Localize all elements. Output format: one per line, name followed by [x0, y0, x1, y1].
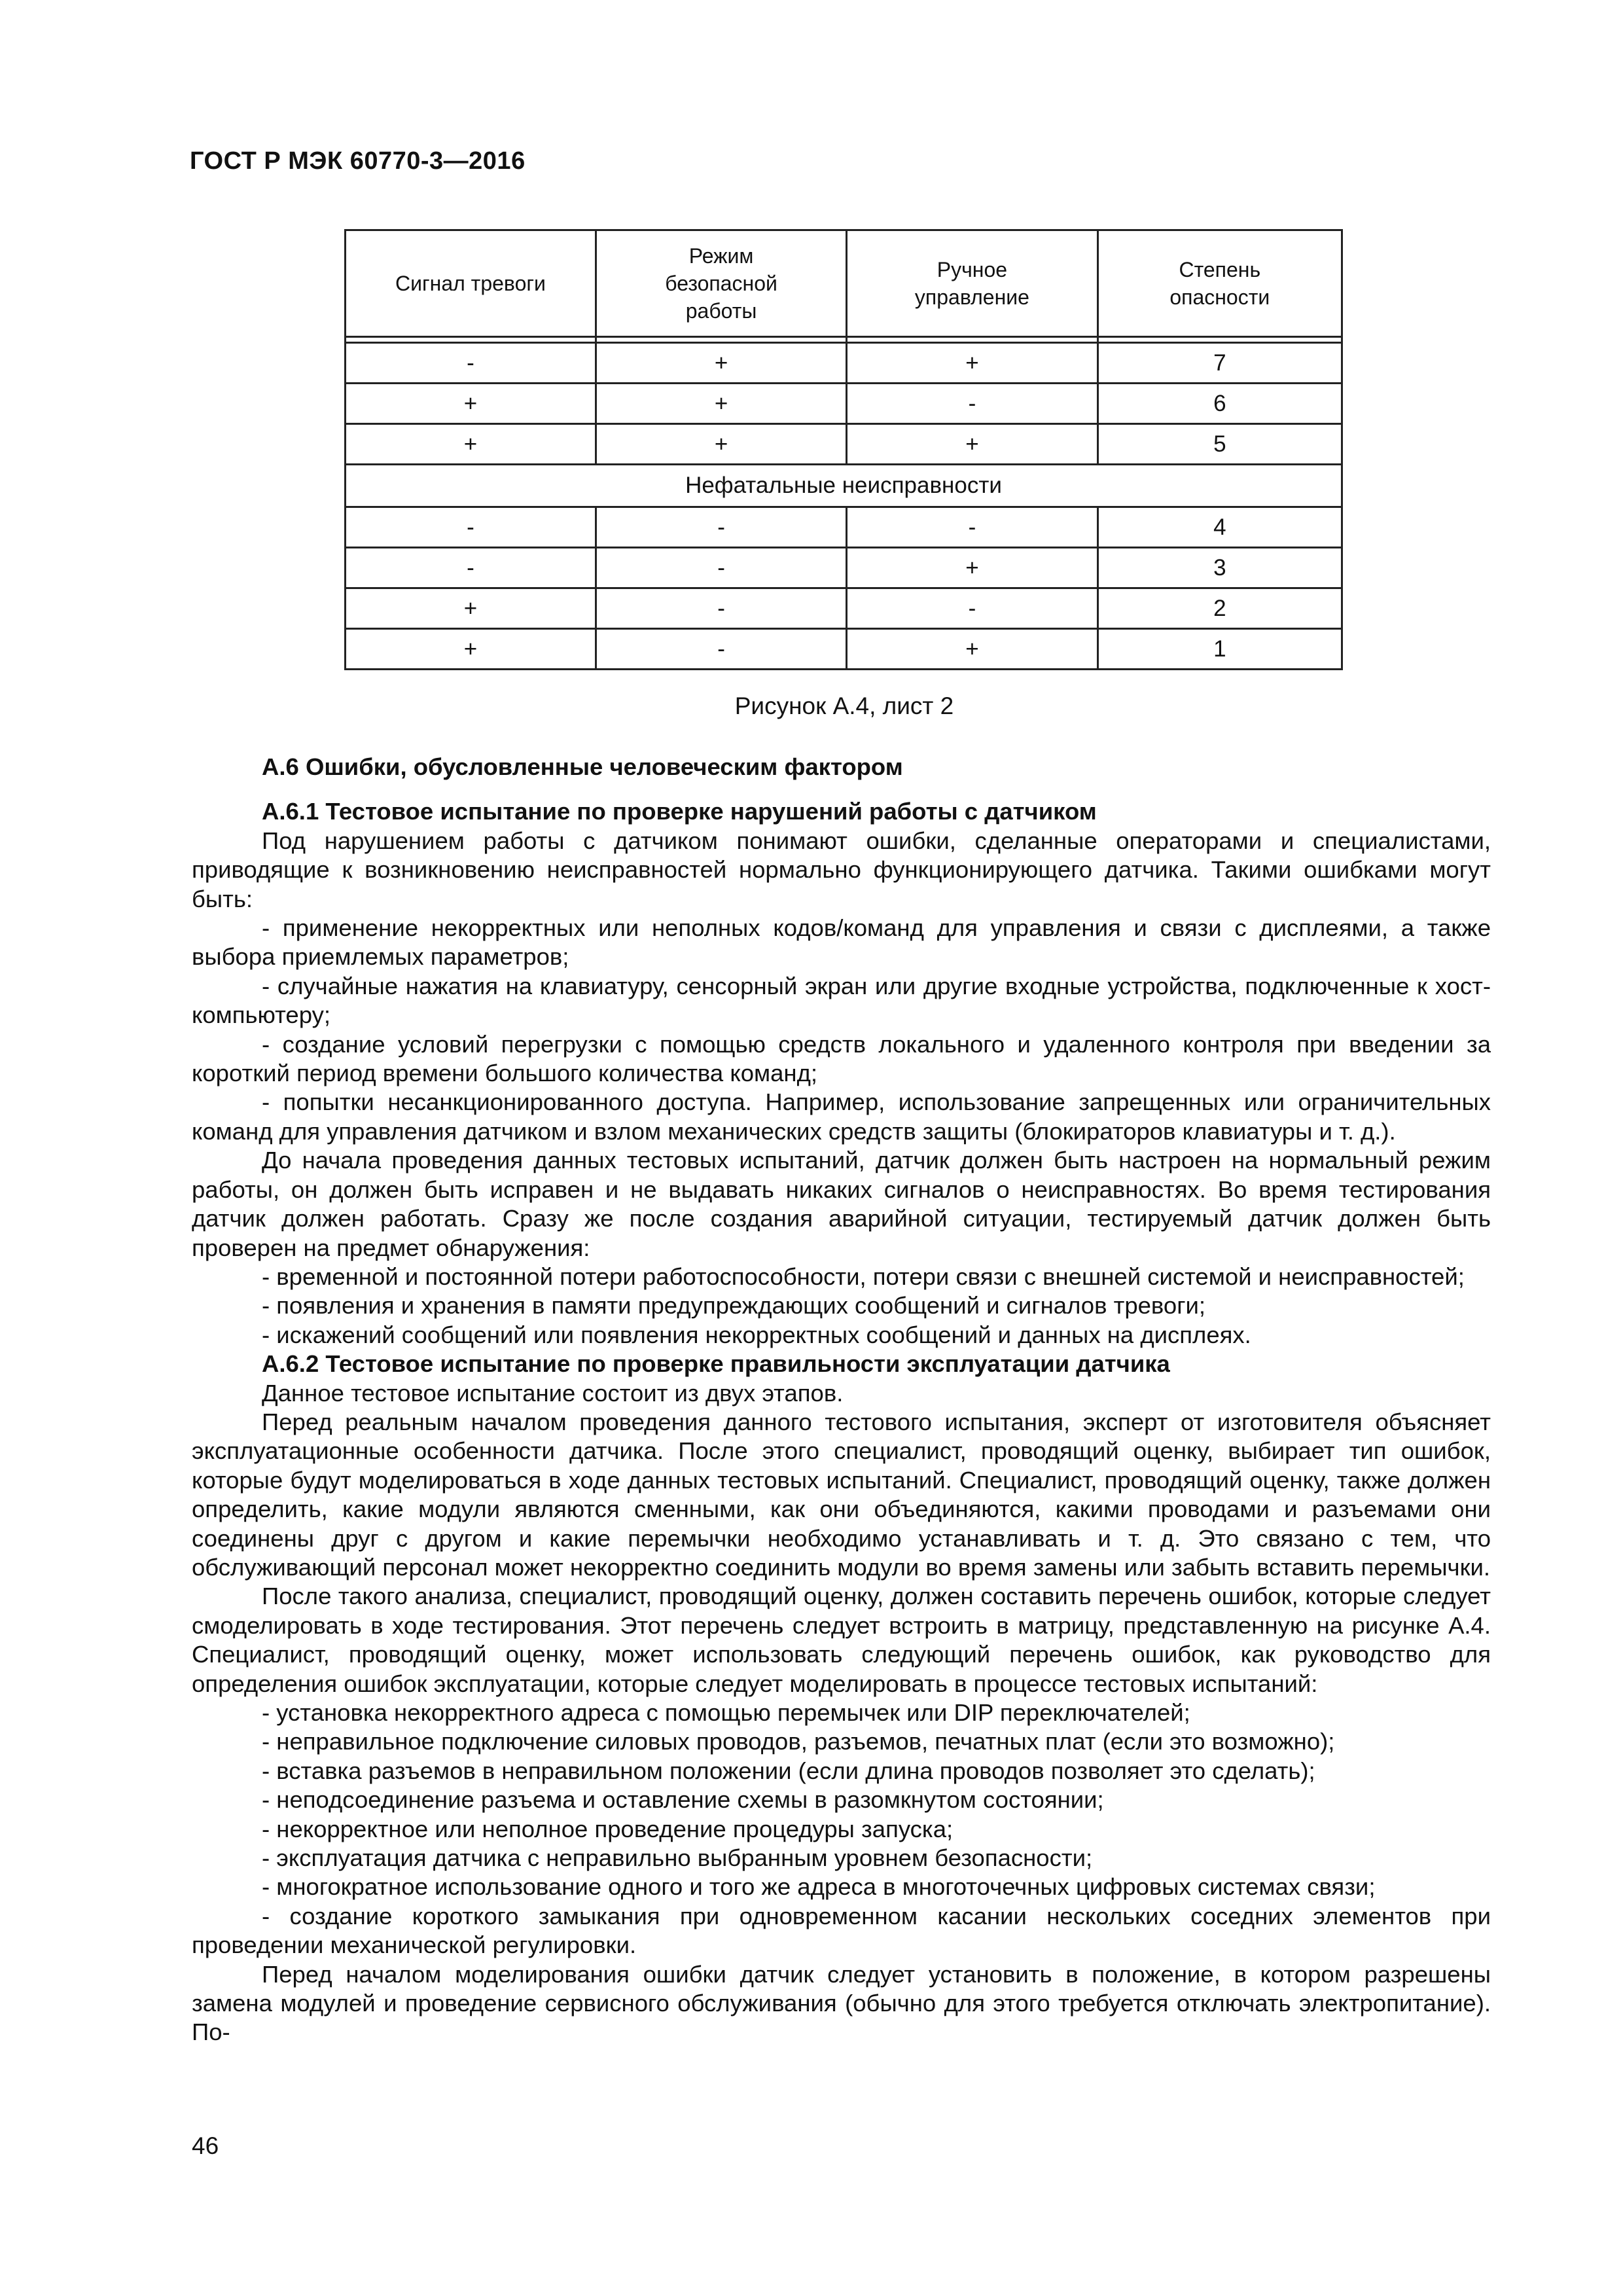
list-item: - вставка разъемов в неправильном положении (если длина проводов позволяет это сделать);	[262, 1757, 1315, 1784]
table-row	[346, 507, 1342, 548]
list-item: - создание условий перегрузки с помощью средств локального и удаленного контроля при введении за короткий период времени большого количества команд;	[192, 1030, 1491, 1087]
table-cell: +	[346, 629, 596, 670]
table-row	[346, 629, 1342, 670]
column-header-manual-control	[847, 230, 1097, 337]
table-cell: 2	[1097, 588, 1342, 629]
list-item: - эксплуатация датчика с неправильно выбранным уровнем безопасности;	[262, 1844, 1093, 1872]
paragraph: Перед реальным началом проведения данного тестового испытания, эксперт от изготовителя объясняет эксплуатационные особенности датчика. После этого специалист, проводящий оценку, выбирает тип ошибок, которые будут моделироваться в ходе данных тестовых испытаний. Специалист, проводящий оценку, также должен определить, какие модули являются сменными, как они объединяются, какими проводами и разъемами они соединены друг с другом и какие перемычки необходимо устанавливать и т. д. Это связано с тем, что обслуживающий персонал может некорректно соединить модули во время замены или забыть вставить перемычки.	[192, 1408, 1491, 1581]
column-header-danger-level-text: Степень опасности	[1169, 258, 1270, 309]
list-item: - появления и хранения в памяти предупреждающих сообщений и сигналов тревоги;	[262, 1292, 1206, 1319]
column-header-safe-mode	[596, 230, 846, 337]
table-cell: 3	[1097, 548, 1342, 588]
table-cell: -	[847, 507, 1097, 548]
paragraph: До начала проведения данных тестовых испытаний, датчик должен быть настроен на нормальный режим работы, он должен быть исправен и не выдавать никаких сигналов о неисправностях. Во время тестирования датчик должен работать. Сразу же после создания аварийной ситуации, тестируемый датчик должен быть проверен на предмет обнаружения:	[192, 1147, 1491, 1261]
table-cell: -	[596, 548, 846, 588]
section-heading-a62: А.6.2 Тестовое испытание по проверке правильности эксплуатации датчика	[262, 1350, 1170, 1378]
table-cell: +	[346, 384, 596, 424]
list-item: - попытки несанкционированного доступа. Например, использование запрещенных или ограничительных команд для управления датчиком и взлом механических средств защиты (блокираторов клавиатуры и т. д.).	[192, 1088, 1491, 1145]
table-cell: +	[847, 424, 1097, 465]
table-cell: +	[847, 548, 1097, 588]
list-item: - временной и постоянной потери работоспособности, потери связи с внешней системой и неисправностей;	[262, 1263, 1465, 1290]
list-item: - применение некорректных или неполных кодов/команд для управления и связи с дисплеями, а также выбора приемлемых параметров;	[192, 914, 1491, 971]
table-cell: -	[346, 548, 596, 588]
page-number: 46	[192, 2132, 219, 2159]
table-cell: +	[596, 384, 846, 424]
paragraph: Перед началом моделирования ошибки датчик следует установить в положение, в котором разрешены замена модулей и проведение сервисного обслуживания (обычно для этого требуется отключать электропитание). По-	[192, 1960, 1491, 2046]
table-cell: +	[847, 629, 1097, 670]
table-cell: 5	[1097, 424, 1342, 465]
figure-caption: Рисунок А.4, лист 2	[734, 692, 954, 719]
section-heading-a61: А.6.1 Тестовое испытание по проверке нарушений работы с датчиком	[262, 798, 1097, 825]
table-cell: +	[596, 343, 846, 384]
table-cell: +	[847, 343, 1097, 384]
header-separator	[346, 337, 1342, 343]
table-cell: 4	[1097, 507, 1342, 548]
list-item: - некорректное или неполное проведение процедуры запуска;	[262, 1815, 954, 1842]
table-cell: -	[346, 507, 596, 548]
document-number: ГОСТ Р МЭК 60770-3—2016	[190, 147, 526, 175]
column-header-danger-level	[1097, 230, 1342, 337]
list-item: - случайные нажатия на клавиатуру, сенсорный экран или другие входные устройства, подключенные к хост-компьютеру;	[192, 972, 1491, 1029]
table-cell: +	[596, 424, 846, 465]
list-item: - искажений сообщений или появления некорректных сообщений и данных на дисплеях.	[262, 1321, 1251, 1348]
table-group-row	[346, 465, 1342, 507]
table-cell: 7	[1097, 343, 1342, 384]
paragraph: После такого анализа, специалист, проводящий оценку, должен составить перечень ошибок, которые следует смоделировать в ходе тестирования. Этот перечень следует встроить в матрицу, представленную на рисунке А.4. Специалист, проводящий оценку, может использовать следующий перечень ошибок, как руководство для определения ошибок эксплуатации, которые следует моделировать в процессе тестовых испытаний:	[192, 1583, 1491, 1697]
figure-a4-table	[344, 229, 1343, 670]
table-row	[346, 548, 1342, 588]
table-header-row	[346, 230, 1342, 337]
table-row	[346, 424, 1342, 465]
paragraph: Данное тестовое испытание состоит из двух этапов.	[262, 1379, 844, 1407]
list-item: - неправильное подключение силовых проводов, разъемов, печатных плат (если это возможно);	[262, 1728, 1335, 1755]
table-cell: -	[596, 507, 846, 548]
column-header-safe-mode-text: Режим безопасной работы	[665, 244, 777, 323]
column-header-alarm: Сигнал тревоги	[346, 230, 596, 337]
table-cell: 1	[1097, 629, 1342, 670]
table-cell: -	[596, 588, 846, 629]
table-cell: -	[346, 343, 596, 384]
paragraph: Под нарушением работы с датчиком понимают ошибки, сделанные операторами и специалистами, приводящие к возникновению неисправностей нормально функционирующего датчика. Такими ошибками могут быть:	[192, 827, 1491, 912]
table-cell: +	[346, 588, 596, 629]
table-row	[346, 384, 1342, 424]
table-row	[346, 588, 1342, 629]
list-item: - неподсоединение разъема и оставление схемы в разомкнутом состоянии;	[262, 1786, 1104, 1814]
document-body	[192, 753, 1491, 2047]
table-row	[346, 343, 1342, 384]
list-item: - установка некорректного адреса с помощью перемычек или DIP переключателей;	[262, 1699, 1190, 1726]
table-cell: -	[847, 588, 1097, 629]
table-cell: +	[346, 424, 596, 465]
table-cell: -	[847, 384, 1097, 424]
table-cell: -	[596, 629, 846, 670]
table-cell: 6	[1097, 384, 1342, 424]
list-item: - создание короткого замыкания при одновременном касании нескольких соседних элементов при проведении механической регулировки.	[192, 1902, 1491, 1959]
column-header-manual-control-text: Ручное управление	[914, 258, 1029, 309]
section-heading-a6: А.6 Ошибки, обусловленные человеческим фактором	[262, 753, 903, 780]
list-item: - многократное использование одного и того же адреса в многоточечных цифровых системах связи;	[262, 1873, 1376, 1901]
nonfatal-faults-label: Нефатальные неисправности	[346, 465, 1342, 507]
